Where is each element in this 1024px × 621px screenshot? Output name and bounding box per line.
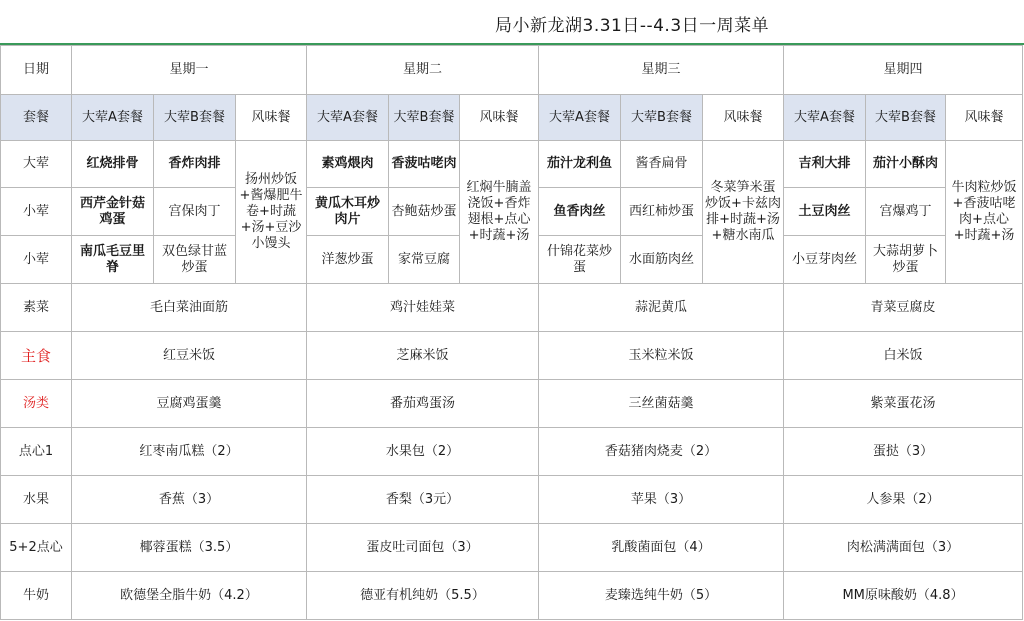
dish-cell: 蒜泥黄瓜 xyxy=(539,284,784,332)
dish-cell: 土豆肉丝 xyxy=(784,188,866,236)
dish-cell: 小豆芽肉丝 xyxy=(784,236,866,284)
sucai-row xyxy=(1,284,1023,332)
dish-cell: 什锦花菜炒蛋 xyxy=(539,236,621,284)
five-two-row xyxy=(1,524,1023,572)
dish-cell: 红豆米饭 xyxy=(72,332,307,380)
dish-cell: 毛白菜油面筋 xyxy=(72,284,307,332)
dish-cell: 鸡汁娃娃菜 xyxy=(307,284,539,332)
day-header-2: 星期二 xyxy=(307,46,539,95)
dish-cell: 乳酸菌面包（4） xyxy=(539,524,784,572)
flavor-meal-cell: 红焖牛腩盖浇饭+香炸翅根+点心+时蔬+汤 xyxy=(460,141,539,284)
package-cell: 风味餐 xyxy=(703,95,784,141)
dish-cell: 人参果（2） xyxy=(784,476,1023,524)
day-header-4: 星期四 xyxy=(784,46,1023,95)
dish-cell: 红枣南瓜糕（2） xyxy=(72,428,307,476)
package-cell: 大荤A套餐 xyxy=(539,95,621,141)
package-row xyxy=(1,95,1023,141)
row-label-dianxin: 点心1 xyxy=(1,428,72,476)
flavor-meal-cell: 扬州炒饭+酱爆肥牛卷+时蔬+汤+豆沙小馒头 xyxy=(236,141,307,284)
dish-cell: 南瓜毛豆里脊 xyxy=(72,236,154,284)
package-cell: 大荤B套餐 xyxy=(389,95,460,141)
dish-cell: 椰蓉蛋糕（3.5） xyxy=(72,524,307,572)
dish-cell: 西芹金针菇鸡蛋 xyxy=(72,188,154,236)
shuiguo-row xyxy=(1,476,1023,524)
dish-cell: 大蒜胡萝卜炒蛋 xyxy=(866,236,946,284)
dish-cell: 芝麻米饭 xyxy=(307,332,539,380)
dish-cell: 素鸡煨肉 xyxy=(307,141,389,188)
row-label-package: 套餐 xyxy=(1,95,72,141)
row-label-xiaohun: 小荤 xyxy=(1,236,72,284)
dish-cell: 黄瓜木耳炒肉片 xyxy=(307,188,389,236)
dish-cell: 鱼香肉丝 xyxy=(539,188,621,236)
dish-cell: 白米饭 xyxy=(784,332,1023,380)
dish-cell: 紫菜蛋花汤 xyxy=(784,380,1023,428)
dish-cell: 杏鲍菇炒蛋 xyxy=(389,188,460,236)
row-label-dahun: 大荤 xyxy=(1,141,72,188)
row-label-zhushi: 主食 xyxy=(1,332,72,380)
dish-cell: 茄汁小酥肉 xyxy=(866,141,946,188)
dahun-row xyxy=(1,141,1023,188)
row-label-sucai: 素菜 xyxy=(1,284,72,332)
row-label-five-two: 5+2点心 xyxy=(1,524,72,572)
row-label-date: 日期 xyxy=(1,46,72,95)
package-cell: 大荤B套餐 xyxy=(621,95,703,141)
package-cell: 大荤B套餐 xyxy=(866,95,946,141)
dish-cell: 西红柿炒蛋 xyxy=(621,188,703,236)
package-cell: 风味餐 xyxy=(236,95,307,141)
dish-cell: 香菠咕咾肉 xyxy=(389,141,460,188)
dish-cell: 家常豆腐 xyxy=(389,236,460,284)
dish-cell: 蛋挞（3） xyxy=(784,428,1023,476)
dish-cell: 酱香扁骨 xyxy=(621,141,703,188)
date-row xyxy=(1,46,1023,95)
dish-cell: 吉利大排 xyxy=(784,141,866,188)
day-header-1: 星期一 xyxy=(72,46,307,95)
dish-cell: 豆腐鸡蛋羹 xyxy=(72,380,307,428)
package-cell: 大荤A套餐 xyxy=(72,95,154,141)
dish-cell: 宫保肉丁 xyxy=(154,188,236,236)
zhushi-row xyxy=(1,332,1023,380)
flavor-meal-cell: 牛肉粒炒饭+香菠咕咾肉+点心+时蔬+汤 xyxy=(946,141,1023,284)
package-cell: 风味餐 xyxy=(946,95,1023,141)
row-label-shuiguo: 水果 xyxy=(1,476,72,524)
dish-cell: 苹果（3） xyxy=(539,476,784,524)
flavor-meal-cell: 冬菜笋米蛋炒饭+卡兹肉排+时蔬+汤+糖水南瓜 xyxy=(703,141,784,284)
weekly-menu-table xyxy=(0,45,1023,620)
row-label-niunai: 牛奶 xyxy=(1,572,72,620)
dish-cell: 青菜豆腐皮 xyxy=(784,284,1023,332)
row-label-tang: 汤类 xyxy=(1,380,72,428)
dish-cell: 欧德堡全脂牛奶（4.2） xyxy=(72,572,307,620)
dish-cell: 肉松满满面包（3） xyxy=(784,524,1023,572)
dish-cell: 洋葱炒蛋 xyxy=(307,236,389,284)
row-label-xiaohun: 小荤 xyxy=(1,188,72,236)
dish-cell: 茄汁龙利鱼 xyxy=(539,141,621,188)
title-bar xyxy=(0,0,1024,45)
dish-cell: 香菇猪肉烧麦（2） xyxy=(539,428,784,476)
package-cell: 大荤A套餐 xyxy=(784,95,866,141)
package-cell: 大荤B套餐 xyxy=(154,95,236,141)
dish-cell: 水面筋肉丝 xyxy=(621,236,703,284)
dish-cell: 香梨（3元） xyxy=(307,476,539,524)
dianxin-row xyxy=(1,428,1023,476)
dish-cell: 宫爆鸡丁 xyxy=(866,188,946,236)
dish-cell: 双色绿甘蓝炒蛋 xyxy=(154,236,236,284)
dish-cell: 玉米粒米饭 xyxy=(539,332,784,380)
dish-cell: 香蕉（3） xyxy=(72,476,307,524)
page-title: 局小新龙湖3.31日--4.3日一周菜单 xyxy=(495,16,770,36)
dish-cell: 德亚有机纯奶（5.5） xyxy=(307,572,539,620)
package-cell: 风味餐 xyxy=(460,95,539,141)
niunai-row xyxy=(1,572,1023,620)
dish-cell: 蛋皮吐司面包（3） xyxy=(307,524,539,572)
dish-cell: 水果包（2） xyxy=(307,428,539,476)
day-header-3: 星期三 xyxy=(539,46,784,95)
package-cell: 大荤A套餐 xyxy=(307,95,389,141)
dish-cell: 三丝菌菇羹 xyxy=(539,380,784,428)
dish-cell: 香炸肉排 xyxy=(154,141,236,188)
dish-cell: 番茄鸡蛋汤 xyxy=(307,380,539,428)
tang-row xyxy=(1,380,1023,428)
dish-cell: 红烧排骨 xyxy=(72,141,154,188)
dish-cell: 麦臻选纯牛奶（5） xyxy=(539,572,784,620)
dish-cell: MM原味酸奶（4.8） xyxy=(784,572,1023,620)
